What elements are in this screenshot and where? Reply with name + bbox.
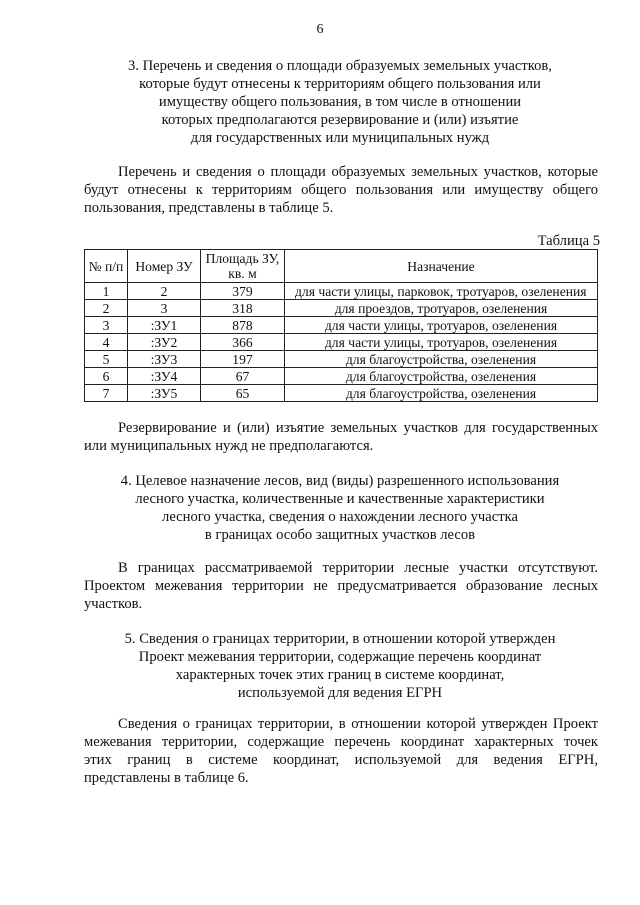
heading-line: в границах особо защитных участков лесов: [204, 527, 476, 543]
paragraph-line: будут отнесены к территориям общего пользования или имуществу общего: [84, 182, 598, 198]
table-row: [85, 351, 598, 368]
paragraph-line: Перечень и сведения о площади образуемых земельных участков, которые: [118, 164, 598, 180]
cell-parcel: :ЗУ2: [128, 334, 201, 351]
col-header-number: № п/п: [85, 250, 128, 283]
cell-parcel: 3: [128, 300, 201, 317]
section-3-note: [84, 419, 598, 455]
paragraph-line: этих границ в системе координат, используемой для ведения ЕГРН,: [84, 752, 598, 768]
cell-number: 5: [85, 351, 128, 368]
paragraph-line: участков.: [84, 596, 143, 612]
section-3-heading: [80, 57, 600, 147]
cell-parcel: :ЗУ5: [128, 385, 201, 402]
heading-line: 5. Сведения о границах территории, в отношении которой утвержден: [124, 631, 556, 647]
paragraph-line: Проектом межевания территории не предусматривается образование лесных: [84, 578, 598, 594]
col-header-area: Площадь ЗУ, кв. м: [201, 250, 285, 283]
table-header-row: [85, 250, 598, 283]
table-row: [85, 300, 598, 317]
heading-line: лесного участка, сведения о нахождении лесного участка: [162, 509, 518, 525]
cell-area: 878: [201, 317, 285, 334]
cell-purpose: для благоустройства, озеленения: [285, 368, 598, 385]
section-3-intro: [84, 163, 598, 217]
paragraph-line: Сведения о границах территории, в отношении которой утвержден Проект: [118, 716, 598, 732]
table-row: [85, 283, 598, 300]
paragraph-line: представлены в таблице 6.: [84, 770, 249, 786]
table-row: [85, 334, 598, 351]
paragraph-line: Резервирование и (или) изъятие земельных участков для государственных: [118, 420, 598, 436]
cell-number: 6: [85, 368, 128, 385]
cell-number: 2: [85, 300, 128, 317]
table-5-caption: Таблица 5: [537, 233, 600, 249]
heading-line: Проект межевания территории, содержащие перечень координат: [138, 649, 542, 665]
heading-line: характерных точек этих границ в системе координат,: [175, 667, 505, 683]
section-5-heading: [80, 630, 600, 702]
paragraph-line: или муниципальных нужд не предполагаются.: [84, 438, 374, 454]
paragraph-line: В границах рассматриваемой территории лесные участки отсутствуют.: [118, 560, 598, 576]
heading-line: имуществу общего пользования, в том числе в отношении: [158, 94, 522, 110]
cell-number: 4: [85, 334, 128, 351]
cell-purpose: для части улицы, парковок, тротуаров, озеленения: [285, 283, 598, 300]
paragraph-line: пользования, представлены в таблице 5.: [84, 200, 334, 216]
page-number: 6: [316, 22, 324, 37]
cell-area: 197: [201, 351, 285, 368]
section-4-heading: [80, 472, 600, 544]
table-row: [85, 317, 598, 334]
cell-parcel: :ЗУ3: [128, 351, 201, 368]
table-row: [85, 368, 598, 385]
heading-line: которых предполагаются резервирование и (или) изъятие: [161, 112, 519, 128]
cell-number: 3: [85, 317, 128, 334]
heading-line: используемой для ведения ЕГРН: [237, 685, 443, 701]
heading-line: для государственных или муниципальных нужд: [190, 130, 490, 146]
cell-area: 65: [201, 385, 285, 402]
section-4-body: [84, 559, 598, 613]
cell-area: 318: [201, 300, 285, 317]
cell-parcel: :ЗУ1: [128, 317, 201, 334]
cell-number: 7: [85, 385, 128, 402]
section-5-body: [84, 715, 598, 787]
cell-purpose: для благоустройства, озеленения: [285, 385, 598, 402]
cell-parcel: :ЗУ4: [128, 368, 201, 385]
col-header-purpose: Назначение: [285, 250, 598, 283]
cell-area: 67: [201, 368, 285, 385]
paragraph-line: межевания территории, содержащие перечень координат характерных точек: [84, 734, 598, 750]
cell-number: 1: [85, 283, 128, 300]
table-row: [85, 385, 598, 402]
heading-line: лесного участка, количественные и качественные характеристики: [135, 491, 545, 507]
cell-purpose: для проездов, тротуаров, озеленения: [285, 300, 598, 317]
cell-purpose: для благоустройства, озеленения: [285, 351, 598, 368]
cell-parcel: 2: [128, 283, 201, 300]
heading-line: 3. Перечень и сведения о площади образуемых земельных участков,: [128, 58, 552, 74]
cell-area: 379: [201, 283, 285, 300]
col-header-parcel: Номер ЗУ: [128, 250, 201, 283]
cell-purpose: для части улицы, тротуаров, озеленения: [285, 317, 598, 334]
table-5: [84, 249, 598, 402]
cell-purpose: для части улицы, тротуаров, озеленения: [285, 334, 598, 351]
heading-line: которые будут отнесены к территориям общего пользования или: [139, 76, 541, 92]
cell-area: 366: [201, 334, 285, 351]
heading-line: 4. Целевое назначение лесов, вид (виды) разрешенного использования: [120, 473, 560, 489]
